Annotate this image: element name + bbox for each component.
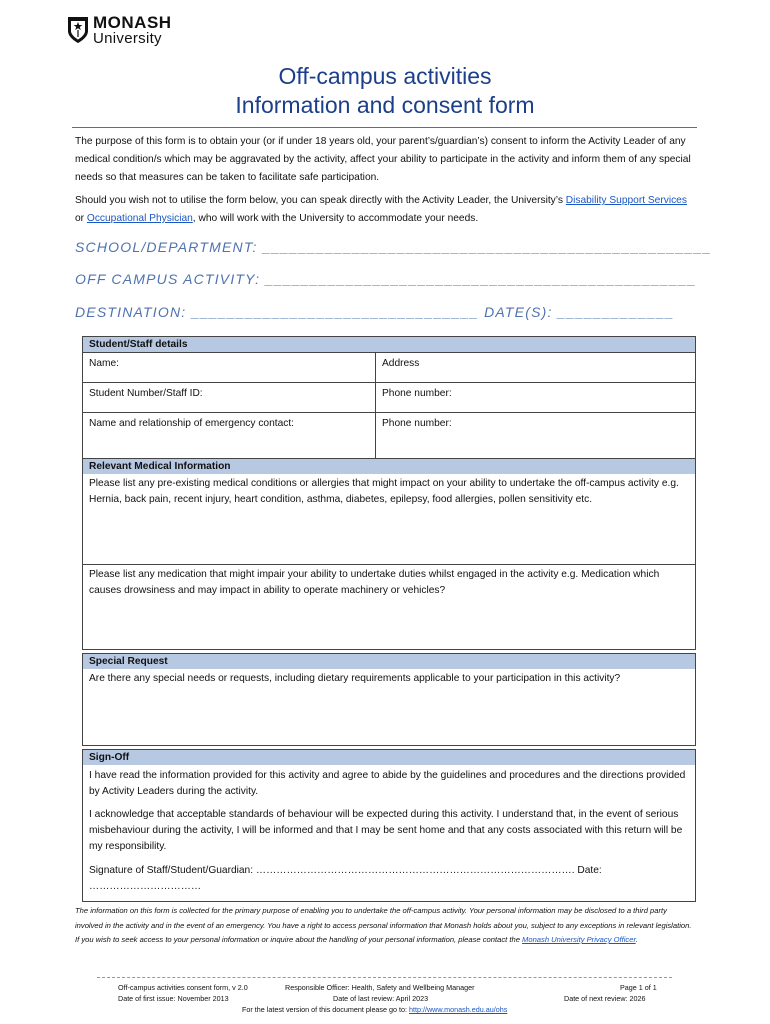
medical-information-section bbox=[82, 458, 696, 650]
emergency-contact-field[interactable]: Name and relationship of emergency contact: bbox=[83, 413, 376, 459]
name-field[interactable]: Name: bbox=[83, 353, 376, 382]
title-line-1: Off-campus activities bbox=[278, 63, 492, 89]
behaviour-text: I acknowledge that acceptable standards of behaviour will be expected during this activity. I understand that, in the event of serious misbehaviour during the activity, I will be informed and that I may be sent home and that any costs associated with this return will be my responsibility. bbox=[89, 809, 683, 852]
signature-line[interactable]: Signature of Staff/Student/Guardian: …………………………………………………………………………………. Date: …………………………… bbox=[89, 865, 602, 892]
section-header: Relevant Medical Information bbox=[83, 459, 695, 474]
ohs-link[interactable]: http://www.monash.edu.au/ohs bbox=[409, 1005, 508, 1014]
section-header: Special Request bbox=[83, 654, 695, 669]
privacy-notice: The information on this form is collected for the primary purpose of enabling you to undertake the off-campus activity. Your personal information may be disclosed to a third party involved in the activity and in the event of an emergency. You have a right to access personal information that Monash holds about you, subject to any exceptions in relevant legislation. If you wish to seek access to your personal information or inquire about the handling of your personal information, please contact the Monash University Privacy Officer. bbox=[75, 906, 692, 944]
occupational-physician-link[interactable]: Occupational Physician bbox=[86, 213, 193, 224]
footer-form-version: Off-campus activities consent form, v 2.0 bbox=[118, 983, 248, 992]
agreement-text: I have read the information provided for this activity and agree to abide by the guidelines and procedures and the directions provided by Activity Leaders during the activity. bbox=[89, 770, 686, 797]
monash-logo bbox=[67, 14, 172, 46]
crest-icon bbox=[67, 16, 89, 44]
footer-rule bbox=[97, 977, 672, 978]
footer-latest-version: For the latest version of this document please go to: http://www.monash.edu.au/ohs bbox=[242, 1005, 508, 1014]
page-title bbox=[0, 62, 770, 120]
logo-subname: University bbox=[93, 30, 162, 47]
disability-support-link[interactable]: Disability Support Services bbox=[565, 195, 687, 206]
title-line-2: Information and consent form bbox=[235, 92, 535, 118]
emergency-phone-field[interactable]: Phone number: bbox=[382, 418, 452, 429]
phone-number-field[interactable]: Phone number: bbox=[382, 388, 452, 399]
section-header: Sign-Off bbox=[83, 750, 695, 765]
footer-last-review: Date of last review: April 2023 bbox=[333, 994, 429, 1003]
intro-paragraph-2: Should you wish not to utilise the form below, you can speak directly with the Activity Leader, the University’s Disability Support Services or Occupational Physician, who will work with the University to accommodate your needs. bbox=[75, 195, 687, 224]
special-request-section bbox=[82, 653, 696, 746]
footer-page-number: Page 1 of 1 bbox=[620, 983, 657, 992]
footer-officer: Responsible Officer: Health, Safety and Wellbeing Manager bbox=[285, 983, 475, 992]
student-staff-details-section bbox=[82, 336, 696, 460]
logo-name: MONASH bbox=[93, 13, 172, 32]
title-rule bbox=[72, 127, 697, 128]
off-campus-activity-field[interactable]: OFF CAMPUS ACTIVITY: ________________________________________________ bbox=[75, 271, 697, 287]
destination-date-field[interactable]: DESTINATION: ________________________________ DATE(S): _____________ bbox=[75, 304, 675, 320]
medical-conditions-field[interactable]: Please list any pre-existing medical conditions or allergies that might impact on your ability to undertake the off-campus activity e.g. Hernia, back pain, recent injury, heart condition, asthma, diabetes, epilepsy, food allergies, pollen sensitivity etc. bbox=[89, 478, 679, 505]
intro-paragraph-1: The purpose of this form is to obtain your (or if under 18 years old, your parent’s/guardian’s) consent to inform the Activity Leader of any medical condition/s which may be aggravated by the activity, affect your ability to participate in the activity and inform them of any special needs so that measures can be taken to facilitate safe participation. bbox=[75, 136, 691, 183]
student-staff-id-field[interactable]: Student Number/Staff ID: bbox=[83, 383, 376, 412]
privacy-officer-link[interactable]: Monash University Privacy Officer bbox=[522, 935, 636, 944]
sign-off-section bbox=[82, 749, 696, 902]
section-header: Student/Staff details bbox=[83, 337, 695, 352]
address-field[interactable]: Address bbox=[382, 358, 420, 369]
special-request-field[interactable]: Are there any special needs or requests, including dietary requirements applicable to your participation in this activity? bbox=[89, 673, 621, 684]
school-department-field[interactable]: SCHOOL/DEPARTMENT: __________________________________________________ bbox=[75, 239, 713, 255]
footer-next-review: Date of next review: 2026 bbox=[564, 994, 646, 1003]
medication-field[interactable]: Please list any medication that might impair your ability to undertake duties whilst engaged in the activity e.g. Medication which causes drowsiness and may impact in ability to operate machinery or vehicles? bbox=[89, 569, 660, 596]
footer-first-issue: Date of first issue: November 2013 bbox=[118, 994, 229, 1003]
